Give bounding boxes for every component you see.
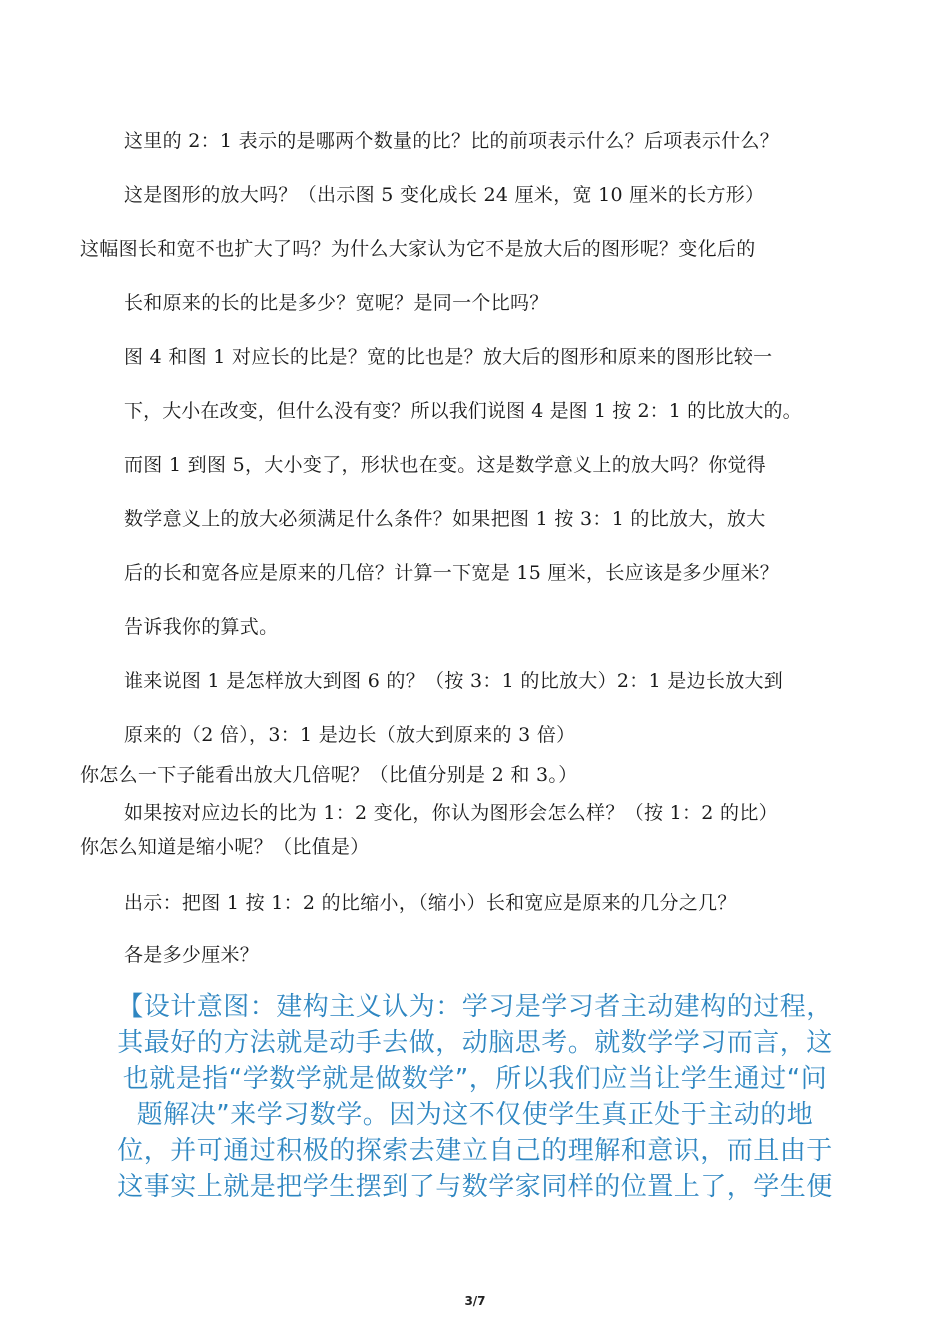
body-line: 谁来说图 1 是怎样放大到图 6 的？（按 3：1 的比放大）2：1 是边长放大到 [124,670,784,692]
body-line: 告诉我你的算式。 [124,616,279,638]
design-note-line: 题解决”来学习数学。因为这不仅使学生真正处于主动的地 [136,1100,814,1130]
body-line: 你怎么一下子能看出放大几倍呢？（比值分别是 2 和 3。） [80,764,578,786]
body-line: 长和原来的长的比是多少？宽呢？是同一个比吗？ [124,292,549,314]
body-line: 原来的（2 倍），3：1 是边长（放大到原来的 3 倍） [124,724,576,746]
body-line: 数学意义上的放大必须满足什么条件？如果把图 1 按 3：1 的比放大，放大 [124,508,766,530]
body-line: 后的长和宽各应是原来的几倍？计算一下宽是 15 厘米，长应该是多少厘米？ [124,562,780,584]
body-line: 各是多少厘米？ [124,944,260,966]
body-line: 图 4 和图 1 对应长的比是？宽的比也是？放大后的图形和原来的图形比较一 [124,346,773,368]
body-line: 这是图形的放大吗？（出示图 5 变化成长 24 厘米，宽 10 厘米的长方形） [124,184,765,206]
body-line: 这幅图长和宽不也扩大了吗？为什么大家认为它不是放大后的图形呢？变化后的 [80,238,756,260]
page-number: 3/7 [464,1294,486,1308]
body-line: 这里的 2：1 表示的是哪两个数量的比？比的前项表示什么？后项表示什么？ [124,130,780,152]
design-note-line: 其最好的方法就是动手去做，动脑思考。就数学学习而言，这 [117,1028,833,1058]
design-note-line: 【设计意图：建构主义认为：学习是学习者主动建构的过程， [117,992,833,1022]
design-note-line: 位，并可通过积极的探索去建立自己的理解和意识，而且由于 [117,1136,833,1166]
body-line: 而图 1 到图 5，大小变了，形状也在变。这是数学意义上的放大吗？你觉得 [124,454,767,476]
body-line: 你怎么知道是缩小呢？（比值是） [80,836,370,858]
body-line: 下，大小在改变，但什么没有变？所以我们说图 4 是图 1 按 2：1 的比放大的。 [124,400,802,422]
design-note-line: 这事实上就是把学生摆到了与数学家同样的位置上了，学生便 [117,1172,833,1202]
body-line: 如果按对应边长的比为 1：2 变化，你认为图形会怎么样？（按 1：2 的比） [124,802,778,824]
design-note-line: 也就是指“学数学就是做数学”，所以我们应当让学生通过“问 [122,1064,828,1094]
body-line: 出示：把图 1 按 1：2 的比缩小，（缩小）长和宽应是原来的几分之几？ [124,892,737,914]
